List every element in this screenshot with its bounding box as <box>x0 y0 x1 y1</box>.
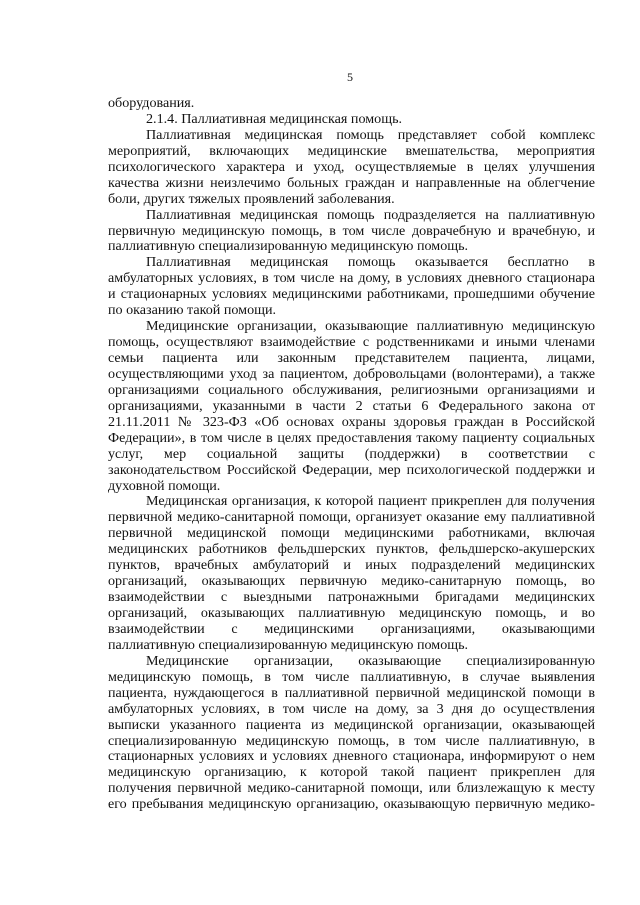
text-line: Паллиативная медицинская помощь оказывается бесплатно в <box>146 254 595 271</box>
text-line: пациента, нуждающегося в паллиативной первичной медицинской помощи в <box>108 684 595 701</box>
page-number: 5 <box>347 70 353 84</box>
text-line: взаимодействии с медицинскими организациями, оказывающими <box>108 620 595 637</box>
text-line: оборудования. <box>108 95 195 111</box>
text-line: выписки указанного пациента из медицинской организации, оказывающей <box>108 716 595 733</box>
text-line: организаций, оказывающих первичную медико-санитарную помощь, во <box>108 573 595 590</box>
text-line: амбулаторных условиях, в том числе на дому, за 3 дня до осуществления <box>108 700 595 717</box>
text-line: семьи пациента или законным представителем пациента, лицами, <box>108 350 595 366</box>
text-line: услуг, мер социальной защиты (поддержки) в соответствии с <box>108 445 595 462</box>
text-line: медицинскую помощь, в том числе паллиативную, в случае выявления <box>108 668 595 685</box>
text-line: взаимодействии с выездными патронажными бригадами медицинских <box>108 589 595 606</box>
text-line: качества жизни неизлечимо больных граждан и направленные на облегчение <box>108 174 595 191</box>
text-line: стационарных условиях и условиях дневного стационара, информируют о нем <box>108 748 595 765</box>
text-line: первичной медико-санитарной помощи, организует оказание ему паллиативной <box>108 509 595 526</box>
text-line: Паллиативная медицинская помощь представляет собой комплекс <box>146 126 595 143</box>
text-line: Медицинские организации, оказывающие специализированную <box>146 652 595 669</box>
text-line: духовной помощи. <box>108 477 221 494</box>
text-line: и стационарных условиях медицинскими работниками, прошедшими обучение <box>108 286 595 303</box>
text-line: 21.11.2011 № 323-ФЗ «Об основах охраны здоровья граждан в Российской <box>108 413 595 430</box>
text-line: пунктов, врачебных амбулаторий и иных подразделений медицинских <box>108 557 595 574</box>
text-line: медицинских работников фельдшерских пунктов, фельдшерско-акушерских <box>108 541 595 558</box>
text-line: по оказанию такой помощи. <box>108 302 277 319</box>
document-body <box>108 96 595 813</box>
text-line: боли, других тяжелых проявлений заболевания. <box>108 190 395 207</box>
text-line: Паллиативная медицинская помощь подразделяется на паллиативную <box>146 206 595 223</box>
text-line: паллиативную специализированную медицинскую помощь. <box>108 636 469 653</box>
text-line: первичной медицинской помощи медицинскими работниками, включая <box>108 525 595 542</box>
text-line: Медицинские организации, оказывающие паллиативную медицинскую <box>146 318 595 335</box>
text-line: 2.1.4. Паллиативная медицинская помощь. <box>146 110 403 127</box>
text-line: психологического характера и уход, осуществляемые в целях улучшения <box>108 158 595 175</box>
text-line: первичную медицинскую помощь, в том числе доврачебную и врачебную, и <box>108 222 595 239</box>
text-line: Медицинская организация, к которой пациент прикреплен для получения <box>146 493 595 510</box>
text-line: организациями социального обслуживания, религиозными организациями и <box>108 381 595 398</box>
text-line: законодательством Российской Федерации, мер психологической поддержки и <box>108 461 595 478</box>
text-line: организаций, оказывающих паллиативную медицинскую помощь, и во <box>108 605 595 621</box>
text-line: осуществляющими уход за пациентом, добровольцами (волонтерами), а также <box>108 365 595 382</box>
text-line: его пребывания медицинскую организацию, оказывающую первичную медико- <box>108 796 595 813</box>
text-line: получения первичной медико-санитарной помощи, или близлежащую к месту <box>108 780 595 797</box>
text-line: специализированную медицинскую помощь, в том числе паллиативную, в <box>108 732 595 749</box>
text-line: Федерации», в том числе в целях предоставления такому пациенту социальных <box>108 429 595 446</box>
text-line: паллиативную специализированную медицинскую помощь. <box>108 238 469 255</box>
text-line: помощь, осуществляют взаимодействие с родственниками и иными членами <box>108 334 595 351</box>
text-line: мероприятий, включающих медицинские вмешательства, мероприятия <box>108 142 595 159</box>
text-line: медицинскую организацию, к которой такой пациент прикреплен для <box>108 764 595 781</box>
text-line: амбулаторных условиях, в том числе на дому, в условиях дневного стационара <box>108 270 595 287</box>
text-line: организациями, указанными в части 2 статьи 6 Федерального закона от <box>108 397 595 414</box>
